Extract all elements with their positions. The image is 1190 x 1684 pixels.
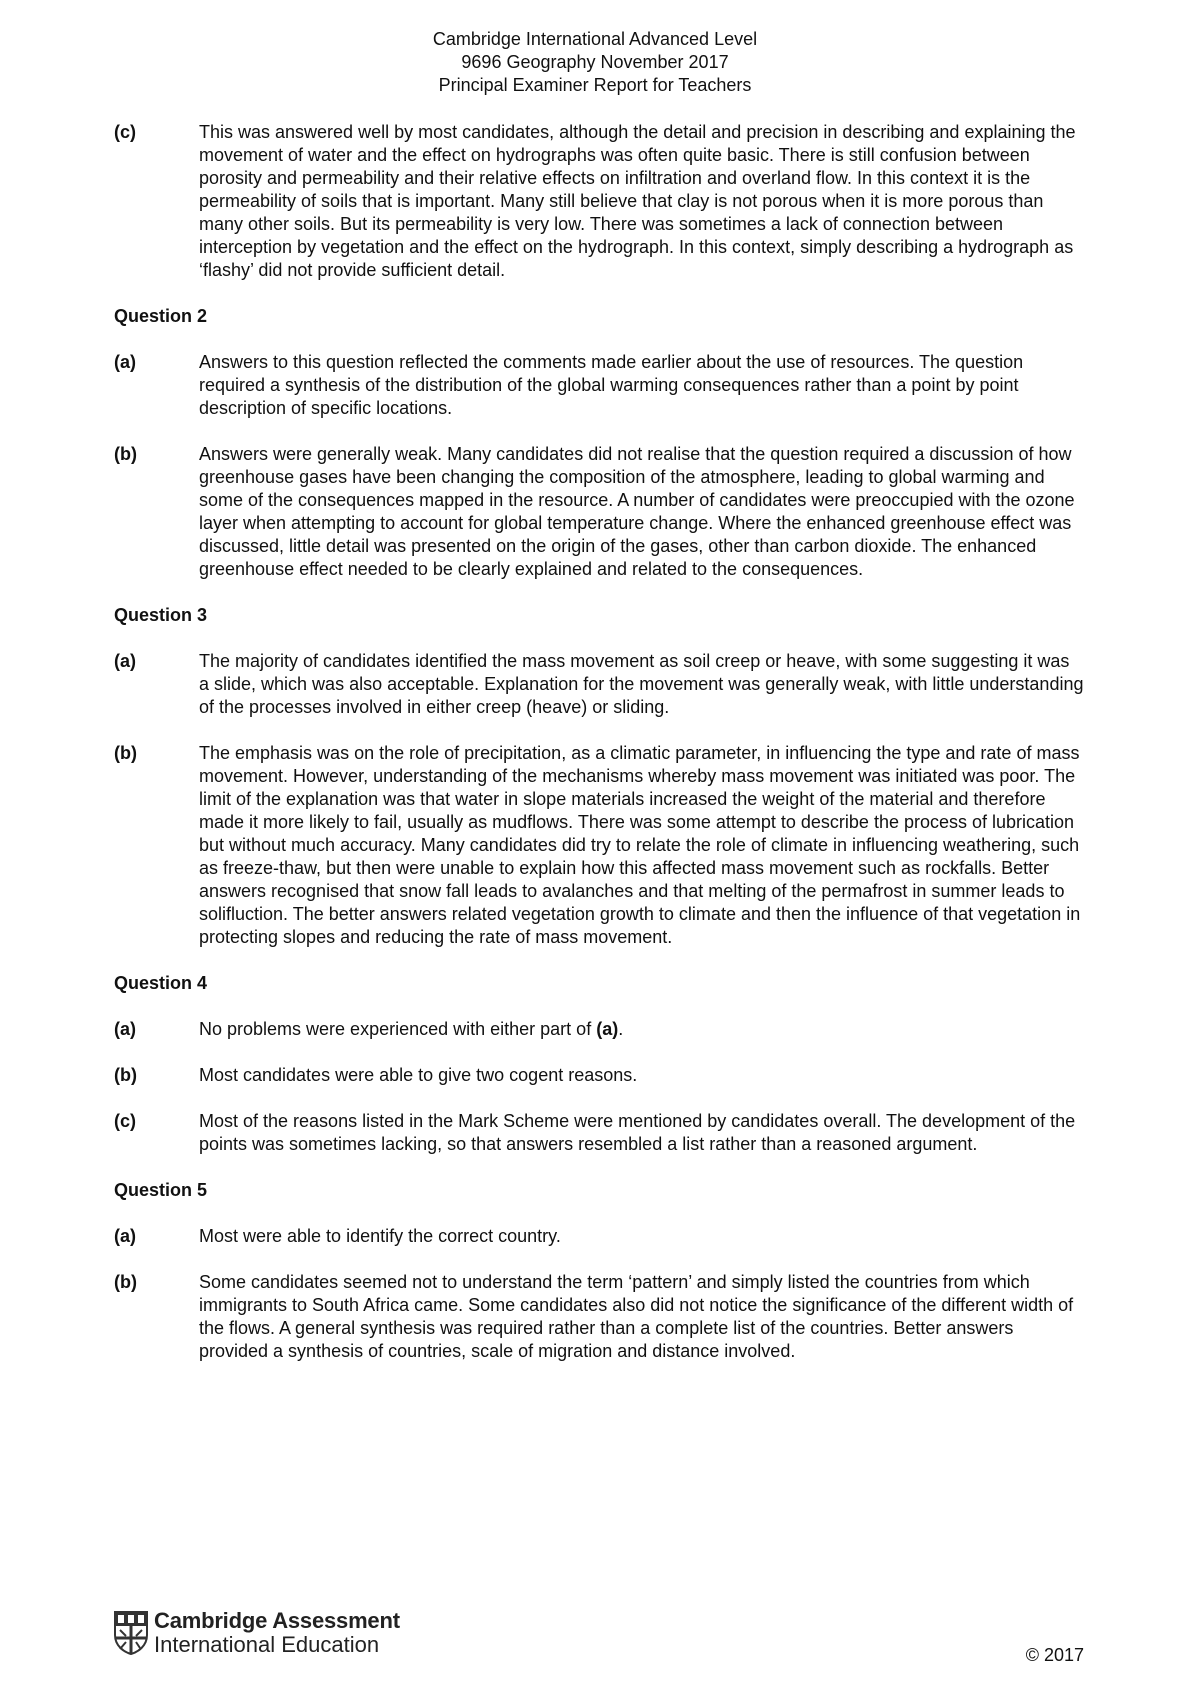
part-text: Most of the reasons listed in the Mark Scheme were mentioned by candidates overall. The development of the points was sometimes lacking, so that answers resembled a list rather than a reasoned argument. (199, 1111, 1076, 1154)
logo-line-2: International Education (154, 1632, 380, 1657)
q4-part-a (114, 1018, 1084, 1041)
question-5-heading: Question 5 (114, 1180, 208, 1200)
q4-part-b (114, 1064, 1084, 1087)
part-text: Some candidates seemed not to understand the term ‘pattern’ and simply listed the countries from which immigrants to South Africa came. Some candidates also did not notice the significance of the different width of the flows. A general synthesis was required rather than a complete list of the countries. Better answers provided a synthesis of countries, scale of migration and distance involved. (199, 1272, 1074, 1361)
q3-part-b (114, 742, 1084, 949)
header-line-2: 9696 Geography November 2017 (461, 52, 729, 72)
part-text: Answers to this question reflected the comments made earlier about the use of resources. The question required a synthesis of the distribution of the global warming consequences rather than a point by point description of specific locations. (199, 352, 1024, 418)
q2-part-a (114, 351, 1084, 420)
cambridge-logo (114, 1609, 400, 1657)
part-label: (a) (114, 1226, 136, 1246)
header-line-1: Cambridge International Advanced Level (432, 29, 758, 49)
part-label: (a) (114, 352, 136, 372)
q5-part-b (114, 1271, 1084, 1363)
question-2-heading: Question 2 (114, 306, 208, 326)
part-text: The majority of candidates identified the mass movement as soil creep or heave, with some suggesting it was a slide, which was also acceptable. Explanation for the movement was generally weak, with little understanding of the processes involved in either creep (heave) or sliding. (199, 651, 1084, 717)
part-text: Answers were generally weak. Many candidates did not realise that the question required a discussion of how greenhouse gases have been changing the composition of the atmosphere, leading to global warming and some of the consequences mapped in the resource. A number of candidates were preoccupied with the ozone layer when attempting to account for global temperature change. Where the enhanced greenhouse effect was discussed, little detail was presented on the origin of the gases, other than carbon dioxide. The enhanced greenhouse effect needed to be clearly explained and related to the consequences. (199, 444, 1075, 579)
part-text-before: No problems were experienced with either part of (199, 1019, 597, 1039)
part-label: (b) (114, 1065, 137, 1085)
part-label: (b) (114, 743, 137, 763)
header-line-3: Principal Examiner Report for Teachers (438, 75, 752, 95)
report-body (114, 121, 1084, 1386)
copyright-notice: © 2017 (1025, 1645, 1084, 1665)
q1-part-c (114, 121, 1084, 282)
q2-part-b (114, 443, 1084, 581)
part-text: Most candidates were able to give two cogent reasons. (199, 1065, 638, 1085)
part-label: (a) (114, 1019, 136, 1039)
page-header (0, 28, 1190, 97)
logo-line-1: Cambridge Assessment (154, 1608, 400, 1633)
part-text: Most were able to identify the correct country. (199, 1226, 561, 1246)
question-3-heading: Question 3 (114, 605, 208, 625)
shield-icon (114, 1611, 148, 1655)
part-label: (a) (114, 651, 136, 671)
part-text (199, 1018, 1084, 1041)
part-label: (b) (114, 1272, 137, 1292)
part-text-after: . (618, 1019, 624, 1039)
q4-part-c (114, 1110, 1084, 1156)
question-4-heading: Question 4 (114, 973, 208, 993)
q3-part-a (114, 650, 1084, 719)
part-text: This was answered well by most candidates, although the detail and precision in describing and explaining the movement of water and the effect on hydrographs was often quite basic. There is still confusion between porosity and permeability and their relative effects on infiltration and overland flow. In this context it is the permeability of soils that is important. Many still believe that clay is not porous when it is more porous than many other soils. But its permeability is very low. There was sometimes a lack of connection between interception by vegetation and the effect on the hydrograph. In this context, simply describing a hydrograph as ‘flashy’ did not provide sufficient detail. (199, 122, 1076, 280)
part-text: The emphasis was on the role of precipitation, as a climatic parameter, in influencing the type and rate of mass movement. However, understanding of the mechanisms whereby mass movement was initiated was poor. The limit of the explanation was that water in slope materials increased the weight of the material and therefore made it more likely to fail, usually as mudflows. There was some attempt to describe the process of lubrication but without much accuracy. Many candidates did try to relate the role of climate in influencing weathering, such as freeze-thaw, but then were unable to explain how this affected mass movement such as rockfalls. Better answers recognised that snow fall leads to avalanches and that melting of the permafrost in summer leads to solifluction. The better answers related vegetation growth to climate and then the influence of that vegetation in protecting slopes and reducing the rate of mass movement. (199, 743, 1081, 947)
q5-part-a (114, 1225, 1084, 1248)
part-label: (c) (114, 122, 136, 142)
part-label: (c) (114, 1111, 136, 1131)
part-text-bold: (a) (596, 1019, 619, 1039)
part-label: (b) (114, 444, 137, 464)
